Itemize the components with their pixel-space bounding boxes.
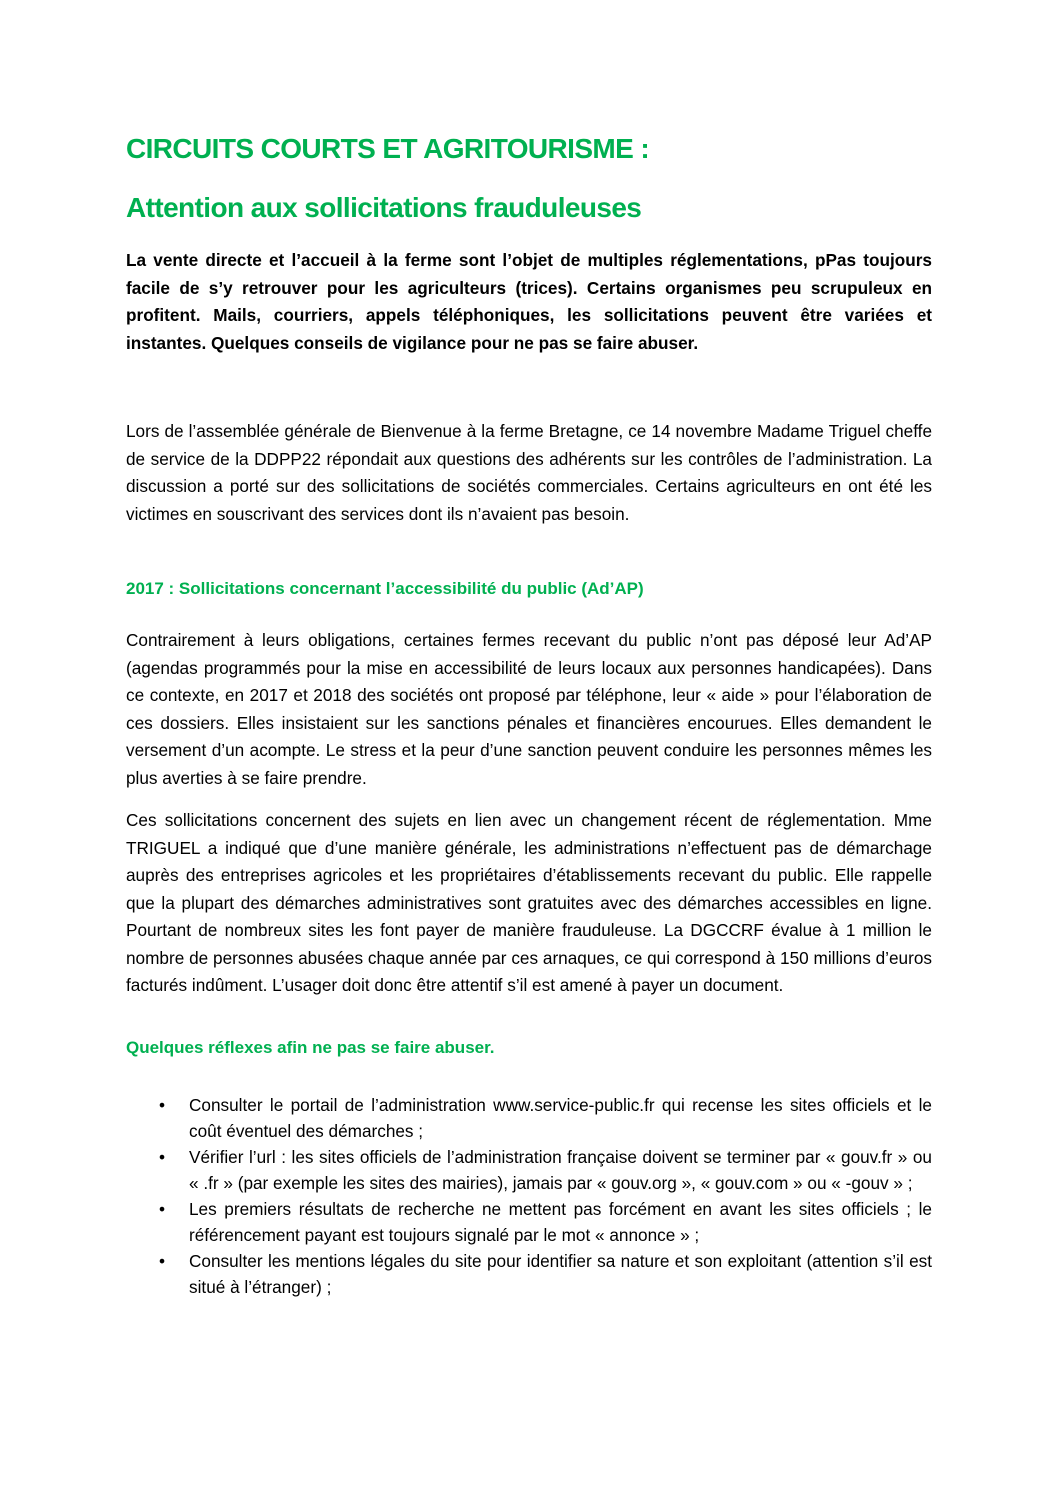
bullet-icon: •	[159, 1251, 166, 1271]
bullet-icon: •	[159, 1199, 166, 1219]
body-paragraph: Ces sollicitations concernent des sujets en lien avec un changement récent de réglementation. Mme TRIGUEL a indiqué que d’une manière générale, les administrations n’effectuent pas de démarchage auprès des entreprises agricoles et les propriétaires d’établissements recevant du public. Elle rappelle que la plupart des démarches administratives sont gratuites avec des démarches accessibles en ligne. Pourtant de nombreux sites les font payer de manière frauduleuse. La DGCCRF évalue à 1 million le nombre de personnes abusées chaque année par ces arnaques, ce qui correspond à 150 millions d’euros facturés indûment. L’usager doit donc être attentif s’il est amené à payer un document.	[126, 810, 932, 995]
list-item	[126, 1145, 932, 1196]
bullet-icon: •	[159, 1147, 166, 1167]
section-heading: 2017 : Sollicitations concernant l’accessibilité du public (Ad’AP)	[126, 579, 644, 598]
advice-list	[126, 1093, 932, 1301]
bullet-icon: •	[159, 1095, 166, 1115]
list-item	[126, 1197, 932, 1248]
section-heading: Quelques réflexes afin ne pas se faire abuser.	[126, 1038, 495, 1057]
body-paragraph: Contrairement à leurs obligations, certaines fermes recevant du public n’ont pas déposé leur Ad’AP (agendas programmés pour la mise en accessibilité de leurs locaux aux personnes handicapées). Dans ce contexte, en 2017 et 2018 des sociétés ont proposé par téléphone, leur « aide » pour l’élaboration de ces dossiers. Elles insistaient sur les sanctions pénales et financières encourues. Elles demandent le versement d’un acompte. Le stress et la peur d’une sanction peuvent conduire les personnes mêmes les plus averties à se faire prendre.	[126, 630, 932, 788]
list-item-text: Vérifier l’url : les sites officiels de l’administration française doivent se terminer par « gouv.fr » ou « .fr » (par exemple les sites des mairies), jamais par « gouv.org », « gouv.com » ou « -gouv » ;	[189, 1147, 932, 1193]
list-item-text: Les premiers résultats de recherche ne mettent pas forcément en avant les sites officiels ; le référencement payant est toujours signalé par le mot « annonce » ;	[189, 1199, 932, 1245]
body-paragraph: Lors de l’assemblée générale de Bienvenue à la ferme Bretagne, ce 14 novembre Madame Triguel cheffe de service de la DDPP22 répondait aux questions des adhérents sur les contrôles de l’administration. La discussion a porté sur des sollicitations de sociétés commerciales. Certains agriculteurs en ont été les victimes en souscrivant des services dont ils n’avaient pas besoin.	[126, 421, 932, 524]
list-item-text: Consulter le portail de l’administration www.service-public.fr qui recense les sites officiels et le coût éventuel des démarches ;	[189, 1095, 932, 1141]
list-item-text: Consulter les mentions légales du site pour identifier sa nature et son exploitant (attention s’il est situé à l’étranger) ;	[189, 1251, 932, 1297]
document-title: CIRCUITS COURTS ET AGRITOURISME :	[126, 133, 650, 164]
document-subtitle: Attention aux sollicitations frauduleuses	[126, 192, 642, 223]
list-item	[126, 1093, 932, 1144]
lead-paragraph: La vente directe et l’accueil à la ferme sont l’objet de multiples réglementations, pPas toujours facile de s’y retrouver pour les agriculteurs (trices). Certains organismes peu scrupuleux en profitent. Mails, courriers, appels téléphoniques, les sollicitations peuvent être variées et instantes. Quelques conseils de vigilance pour ne pas se faire abuser.	[126, 250, 932, 353]
list-item	[126, 1249, 932, 1300]
